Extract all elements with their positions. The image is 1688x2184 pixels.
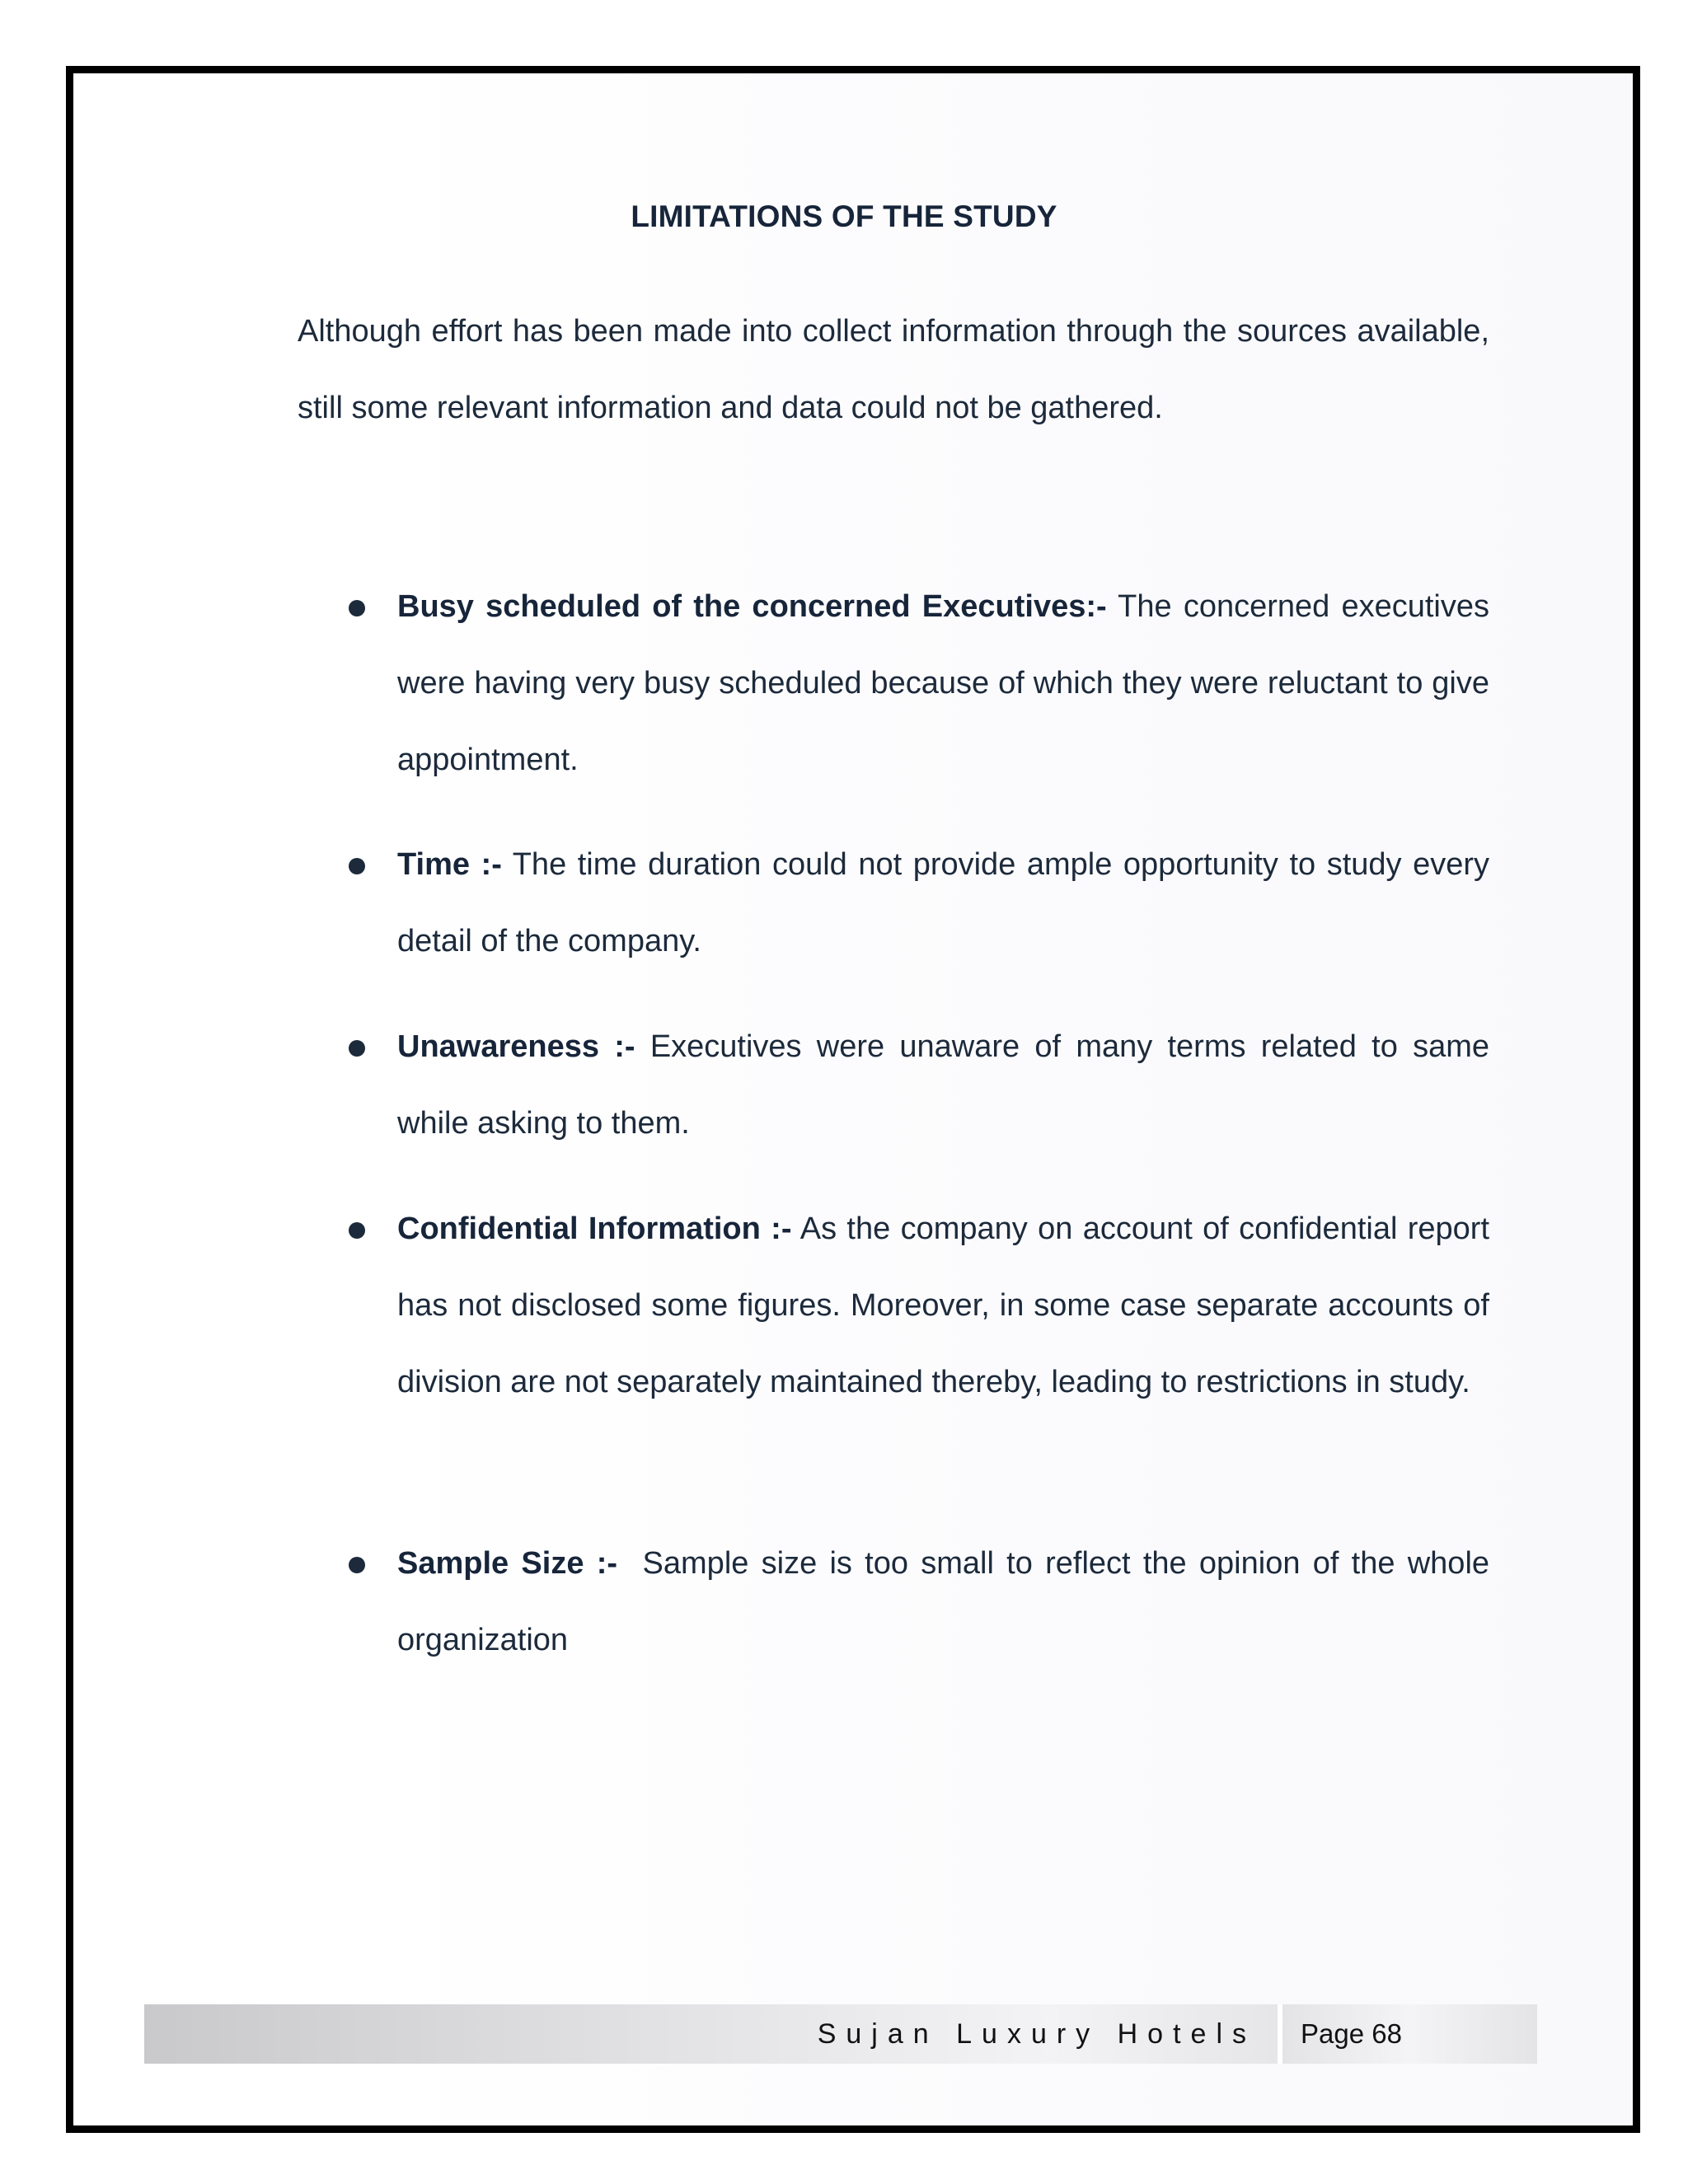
page-title: LIMITATIONS OF THE STUDY bbox=[631, 199, 1057, 233]
bullet-icon bbox=[349, 858, 365, 874]
list-item bbox=[397, 827, 1489, 980]
bullet-icon bbox=[349, 1557, 365, 1573]
item-text: The concerned executives were having very busy scheduled because of which they were reluctant to give appointment. bbox=[397, 589, 1489, 777]
list-item bbox=[397, 1526, 1498, 1679]
item-text: Sample size is too small to reflect the opinion of the whole organization bbox=[397, 1546, 1498, 1657]
list-item bbox=[397, 1009, 1489, 1162]
footer-brand-band bbox=[144, 2004, 1278, 2064]
page-number: Page 68 bbox=[1301, 2018, 1402, 2049]
item-term: Busy scheduled of the concerned Executives:- bbox=[397, 589, 1107, 624]
item-text: Executives were unaware of many terms related to same while asking to them. bbox=[397, 1029, 1489, 1141]
item-term: Sample Size :- bbox=[397, 1546, 618, 1581]
list-item bbox=[397, 569, 1489, 799]
bullet-icon bbox=[349, 1040, 365, 1057]
list-item bbox=[397, 1191, 1489, 1421]
item-term: Unawareness :- bbox=[397, 1029, 635, 1064]
page-footer bbox=[144, 2004, 1537, 2064]
item-text: The time duration could not provide ample opportunity to study every detail of the company. bbox=[397, 847, 1489, 958]
footer-page-band bbox=[1282, 2004, 1537, 2064]
footer-company-name: Sujan Luxury Hotels bbox=[817, 2018, 1256, 2050]
intro-paragraph: Although effort has been made into collect information through the sources available, still some relevant information and data could not be gathered. bbox=[298, 314, 1489, 425]
item-term: Confidential Information :- bbox=[397, 1212, 792, 1246]
item-term: Time :- bbox=[397, 847, 502, 882]
bullet-icon bbox=[349, 600, 365, 616]
bullet-icon bbox=[349, 1222, 365, 1239]
item-text: As the company on account of confidential report has not disclosed some figures. Moreover, in some case separate accounts of division are not separately maintained thereby, leading to restrictions in study. bbox=[397, 1212, 1490, 1399]
